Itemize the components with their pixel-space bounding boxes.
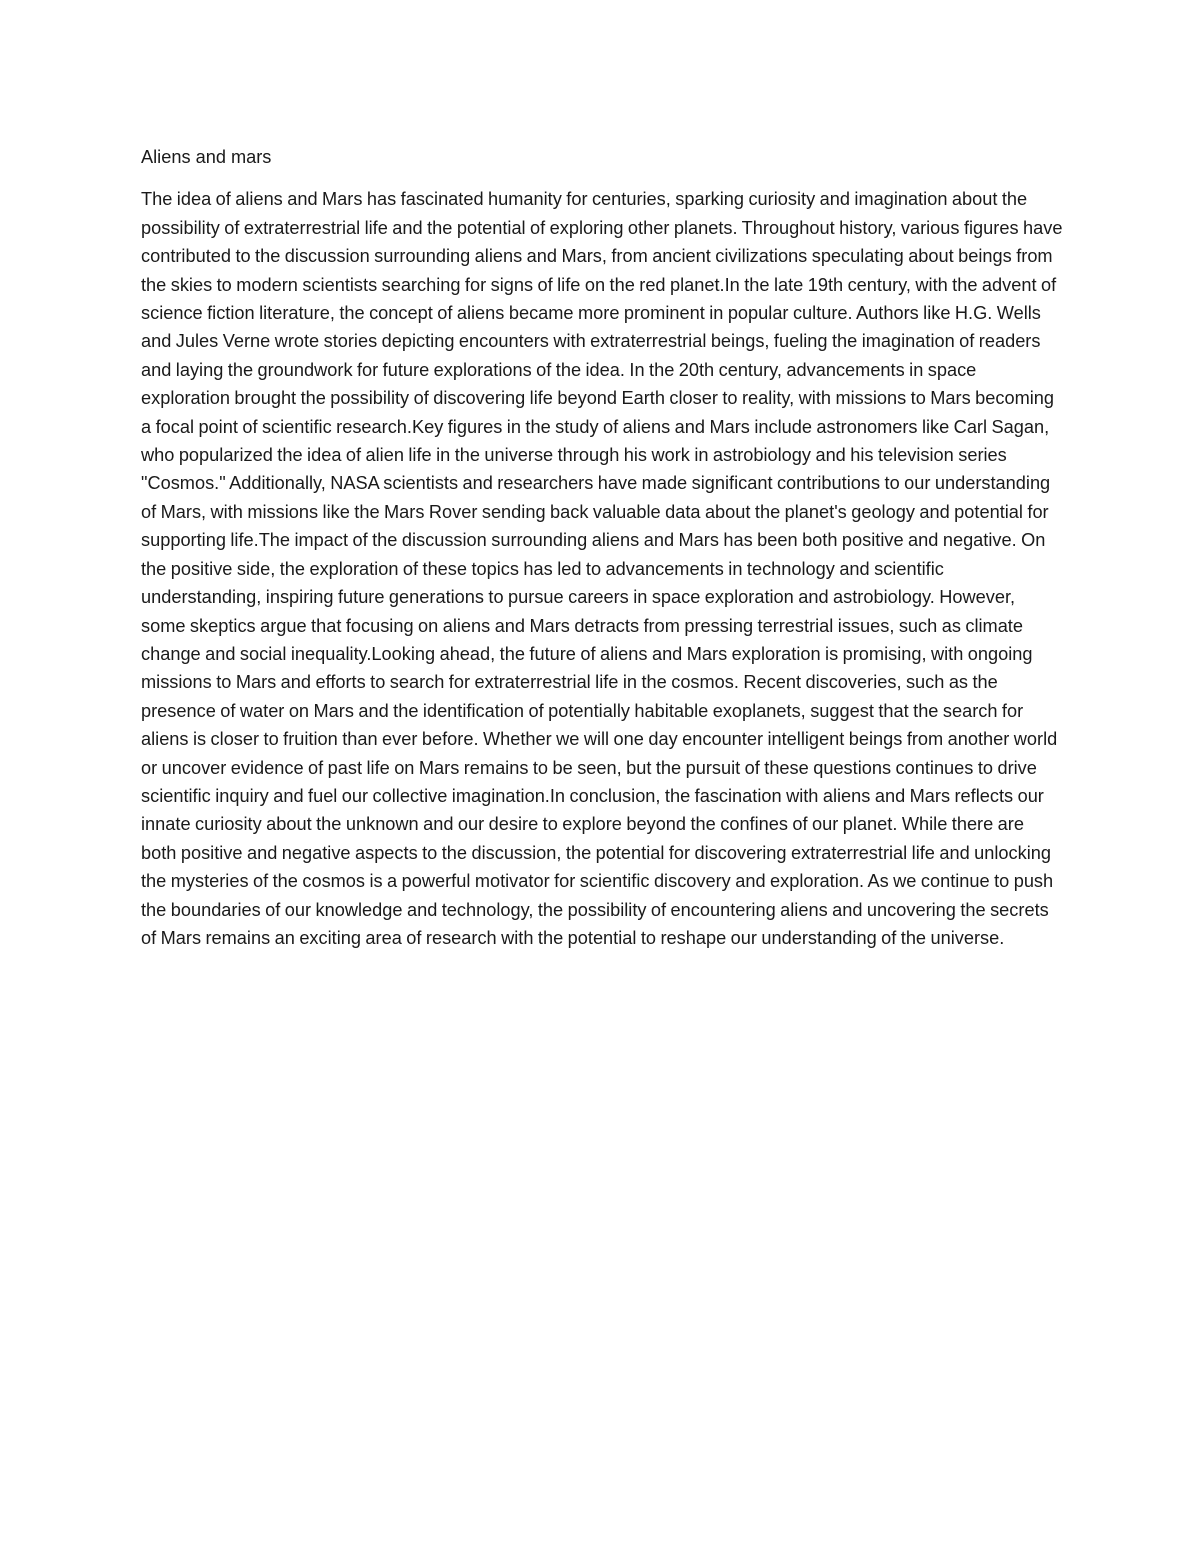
document-body-paragraph: The idea of aliens and Mars has fascinated humanity for centuries, sparking curiosity and imagination about the possibility of extraterrestrial life and the potential of exploring other planets. Throughout history, various figures have contributed to the discussion surrounding aliens and Mars, from ancient civilizations speculating about beings from the skies to modern scientists searching for signs of life on the red planet.In the late 19th century, with the advent of science fiction literature, the concept of aliens became more prominent in popular culture. Authors like H.G. Wells and Jules Verne wrote stories depicting encounters with extraterrestrial beings, fueling the imagination of readers and laying the groundwork for future explorations of the idea. In the 20th century, advancements in space exploration brought the possibility of discovering life beyond Earth closer to reality, with missions to Mars becoming a focal point of scientific research.Key figures in the study of aliens and Mars include astronomers like Carl Sagan, who popularized the idea of alien life in the universe through his work in astrobiology and his television series "Cosmos." Additionally, NASA scientists and researchers have made significant contributions to our understanding of Mars, with missions like the Mars Rover sending back valuable data about the planet's geology and potential for supporting life.The impact of the discussion surrounding aliens and Mars has been both positive and negative. On the positive side, the exploration of these topics has led to advancements in technology and scientific understanding, inspiring future generations to pursue careers in space exploration and astrobiology. However, some skeptics argue that focusing on aliens and Mars detracts from pressing terrestrial issues, such as climate change and social inequality.Looking ahead, the future of aliens and Mars exploration is promising, with ongoing missions to Mars and efforts to search for extraterrestrial life in the cosmos. Recent discoveries, such as the presence of water on Mars and the identification of potentially habitable exoplanets, suggest that the search for aliens is closer to fruition than ever before. Whether we will one day encounter intelligent beings from another world or uncover evidence of past life on Mars remains to be seen, but the pursuit of these questions continues to drive scientific inquiry and fuel our collective imagination.In conclusion, the fascination with aliens and Mars reflects our innate curiosity about the unknown and our desire to explore beyond the confines of our planet. While there are both positive and negative aspects to the discussion, the potential for discovering extraterrestrial life and unlocking the mysteries of the cosmos is a powerful motivator for scientific discovery and exploration. As we continue to push the boundaries of our knowledge and technology, the possibility of encountering aliens and uncovering the secrets of Mars remains an exciting area of research with the potential to reshape our understanding of the universe. — [141, 189, 1063, 948]
document-content — [141, 143, 1063, 952]
document-title: Aliens and mars — [141, 147, 272, 167]
